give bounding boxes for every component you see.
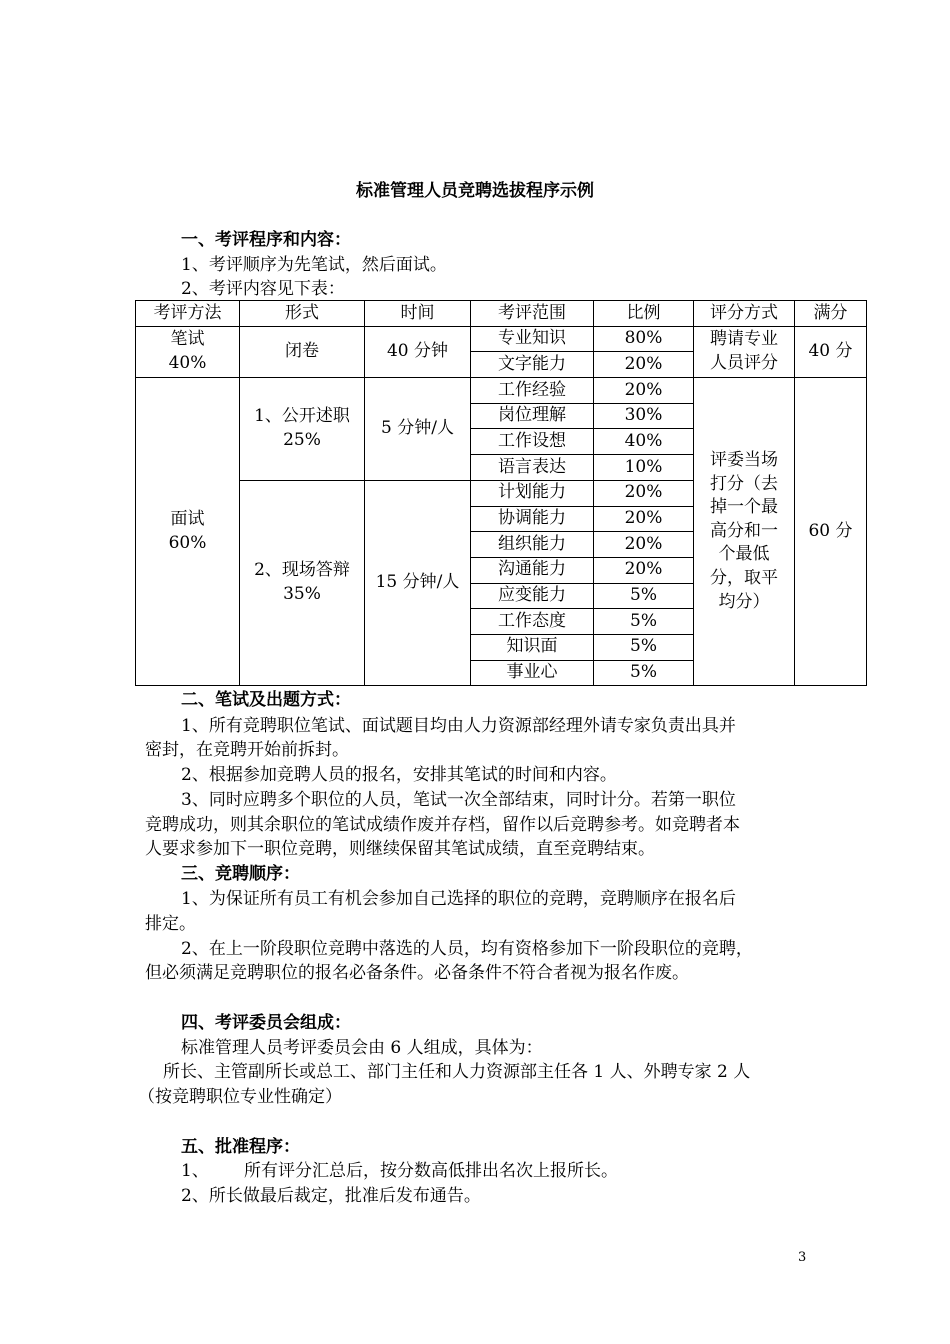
time-cell: 5 分钟/人 bbox=[365, 378, 471, 481]
scoring-cell-written bbox=[694, 326, 795, 377]
time-cell: 40 分钟 bbox=[365, 326, 471, 377]
scope-cell: 组织能力 bbox=[471, 532, 594, 558]
scope-cell: 工作设想 bbox=[471, 429, 594, 455]
full-score-cell: 60 分 bbox=[795, 378, 867, 686]
ratio-cell: 30% bbox=[594, 403, 694, 429]
paragraph: 标准管理人员考评委员会由 6 人组成，具体为： bbox=[181, 1038, 543, 1058]
paragraph: 3、同时应聘多个职位的人员，笔试一次全部结束，同时计分。若第一职位 bbox=[181, 790, 736, 810]
ratio-cell: 5% bbox=[594, 634, 694, 660]
ratio-cell: 80% bbox=[594, 326, 694, 352]
scoring-text: 分，取平 bbox=[710, 568, 778, 589]
ratio-cell: 20% bbox=[594, 480, 694, 506]
paragraph: 但必须满足竞聘职位的报名必备条件。必备条件不符合者视为报名作废。 bbox=[145, 963, 689, 983]
table-header-cell: 评分方式 bbox=[694, 301, 795, 327]
ratio-cell: 20% bbox=[594, 352, 694, 378]
scope-cell: 知识面 bbox=[471, 634, 594, 660]
form-weight: 25% bbox=[283, 429, 321, 450]
scope-cell: 计划能力 bbox=[471, 480, 594, 506]
scope-cell: 岗位理解 bbox=[471, 403, 594, 429]
paragraph: 所有评分汇总后，按分数高低排出名次上报所长。 bbox=[244, 1161, 618, 1181]
table-header-cell: 比例 bbox=[594, 301, 694, 327]
table-header-cell: 形式 bbox=[240, 301, 365, 327]
scope-cell: 工作经验 bbox=[471, 378, 594, 404]
paragraph: 2、所长做最后裁定，批准后发布通告。 bbox=[181, 1186, 481, 1206]
section-heading-4: 四、考评委员会组成： bbox=[181, 1013, 351, 1033]
paragraph: 1、考评顺序为先笔试，然后面试。 bbox=[181, 255, 447, 275]
paragraph: 2、考评内容见下表： bbox=[181, 279, 345, 299]
ratio-cell: 10% bbox=[594, 455, 694, 481]
form-weight: 35% bbox=[283, 584, 321, 605]
form-cell bbox=[240, 378, 365, 481]
scope-cell: 专业知识 bbox=[471, 326, 594, 352]
section-heading-1: 一、考评程序和内容： bbox=[181, 230, 351, 250]
ratio-cell: 5% bbox=[594, 583, 694, 609]
method-cell-written bbox=[136, 326, 240, 377]
form-name: 2、现场答辩 bbox=[254, 560, 350, 581]
time-cell: 15 分钟/人 bbox=[365, 480, 471, 686]
paragraph: 人要求参加下一职位竞聘，则继续保留其笔试成绩，直至竞聘结束。 bbox=[145, 839, 655, 859]
scope-cell: 沟通能力 bbox=[471, 557, 594, 583]
document-title: 标准管理人员竞聘选拔程序示例 bbox=[356, 181, 594, 201]
scoring-text: 高分和一 bbox=[710, 520, 778, 541]
scope-cell: 事业心 bbox=[471, 660, 594, 686]
paragraph: 所长、主管副所长或总工、部门主任和人力资源部主任各 1 人、外聘专家 2 人 bbox=[163, 1062, 751, 1082]
paragraph: 排定。 bbox=[145, 914, 196, 934]
table-row bbox=[136, 326, 867, 352]
scope-cell: 文字能力 bbox=[471, 352, 594, 378]
table-header-cell: 满分 bbox=[795, 301, 867, 327]
table-header-cell: 时间 bbox=[365, 301, 471, 327]
form-cell bbox=[240, 480, 365, 686]
table-header-cell: 考评方法 bbox=[136, 301, 240, 327]
table-header-cell: 考评范围 bbox=[471, 301, 594, 327]
ratio-cell: 20% bbox=[594, 532, 694, 558]
scoring-text: 个最低 bbox=[718, 544, 770, 565]
method-name: 面试 bbox=[170, 509, 205, 530]
scoring-cell-interview bbox=[694, 378, 795, 686]
table-row bbox=[136, 378, 867, 404]
ratio-cell: 20% bbox=[594, 378, 694, 404]
scoring-text: 聘请专业 bbox=[710, 329, 778, 350]
scope-cell: 语言表达 bbox=[471, 455, 594, 481]
paragraph: 2、在上一阶段职位竞聘中落选的人员，均有资格参加下一阶段职位的竞聘， bbox=[181, 939, 753, 959]
form-cell: 闭卷 bbox=[240, 326, 365, 377]
ratio-cell: 40% bbox=[594, 429, 694, 455]
ratio-cell: 20% bbox=[594, 506, 694, 532]
page-number: 3 bbox=[798, 1250, 807, 1265]
section-heading-2: 二、笔试及出题方式： bbox=[181, 690, 351, 710]
paragraph: 1、所有竞聘职位笔试、面试题目均由人力资源部经理外请专家负责出具并 bbox=[181, 716, 736, 736]
section-heading-3: 三、竞聘顺序： bbox=[181, 864, 300, 884]
scoring-text: 人员评分 bbox=[710, 352, 778, 373]
method-name: 笔试 bbox=[170, 329, 205, 350]
scoring-text: 掉一个最 bbox=[710, 497, 778, 518]
paragraph: 密封，在竞聘开始前拆封。 bbox=[145, 740, 349, 760]
paragraph: 1、为保证所有员工有机会参加自己选择的职位的竞聘，竞聘顺序在报名后 bbox=[181, 889, 736, 909]
paragraph: 2、根据参加竞聘人员的报名，安排其笔试的时间和内容。 bbox=[181, 765, 617, 785]
scope-cell: 协调能力 bbox=[471, 506, 594, 532]
ratio-cell: 5% bbox=[594, 609, 694, 635]
table-header-row bbox=[136, 301, 867, 327]
scoring-text: 评委当场 bbox=[710, 450, 778, 471]
scope-cell: 应变能力 bbox=[471, 583, 594, 609]
paragraph: （按竞聘职位专业性确定） bbox=[138, 1087, 342, 1107]
list-number: 1、 bbox=[181, 1161, 209, 1181]
section-heading-5: 五、批准程序： bbox=[181, 1137, 300, 1157]
evaluation-table bbox=[135, 300, 867, 686]
scope-cell: 工作态度 bbox=[471, 609, 594, 635]
scoring-text: 打分（去 bbox=[710, 473, 778, 494]
full-score-cell: 40 分 bbox=[795, 326, 867, 377]
method-weight: 60% bbox=[168, 532, 207, 553]
ratio-cell: 20% bbox=[594, 557, 694, 583]
form-name: 1、公开述职 bbox=[254, 406, 350, 427]
method-cell-interview bbox=[136, 378, 240, 686]
paragraph: 竞聘成功，则其余职位的笔试成绩作废并存档，留作以后竞聘参考。如竞聘者本 bbox=[145, 815, 740, 835]
method-weight: 40% bbox=[168, 352, 207, 373]
ratio-cell: 5% bbox=[594, 660, 694, 686]
scoring-text: 均分） bbox=[718, 591, 770, 612]
